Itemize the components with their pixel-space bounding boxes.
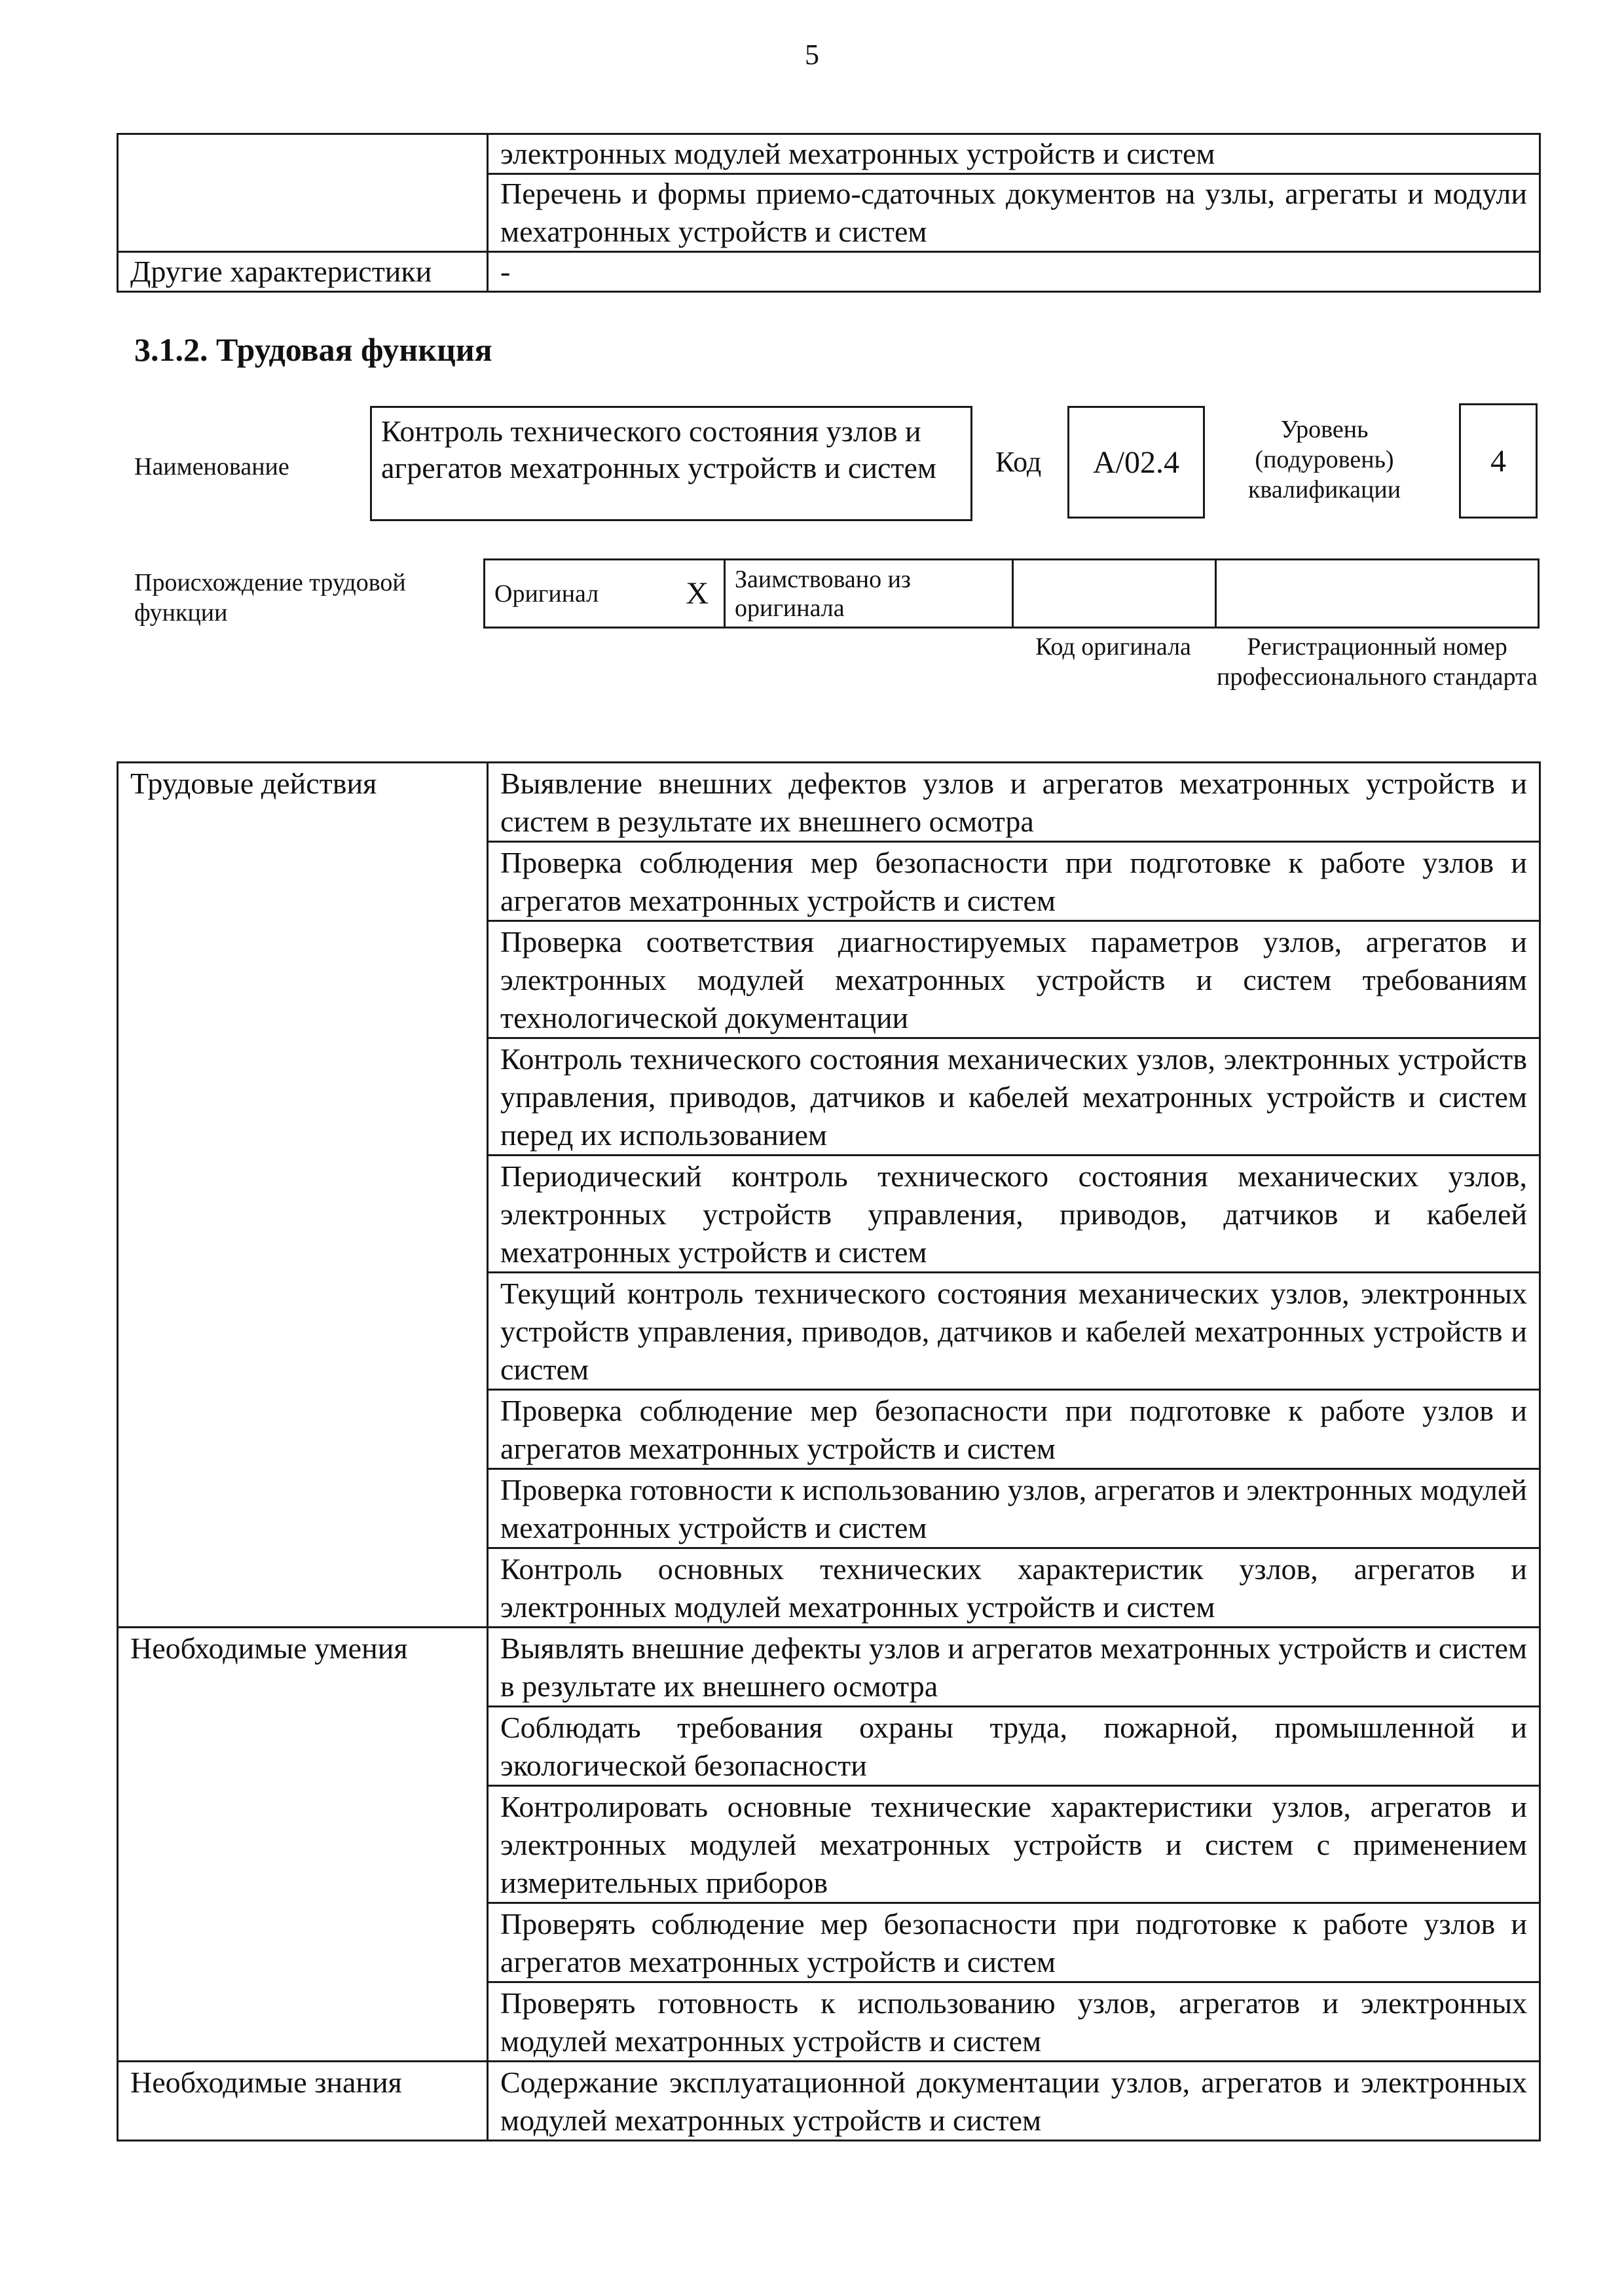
required-skills-item: Проверять соблюдение мер безопасности при подготовке к работе узлов и агрегатов мехатронных устройств и систем bbox=[488, 1903, 1540, 1982]
registration-number-caption: Регистрационный номер профессионального стандарта bbox=[1217, 633, 1538, 691]
qualification-level-label: Уровень (подуровень) квалификации bbox=[1247, 416, 1401, 503]
empty-label-cell bbox=[118, 134, 488, 252]
required-skills-item: Контролировать основные технические характеристики узлов, агрегатов и электронных модулей мехатронных устройств и систем с применением измерительных приборов bbox=[488, 1786, 1540, 1903]
borrowed-label: Заимствовано из оригинала bbox=[725, 560, 1013, 628]
table-cell: электронных модулей мехатронных устройств и систем bbox=[488, 134, 1540, 174]
origin-label: Происхождение трудовой функции bbox=[134, 569, 406, 627]
required-knowledge-item: Содержание эксплуатационной документации узлов, агрегатов и электронных модулей мехатронных устройств и систем bbox=[488, 2062, 1540, 2141]
labor-actions-item: Проверка соблюдения мер безопасности при подготовке к работе узлов и агрегатов мехатронных устройств и систем bbox=[488, 842, 1540, 921]
function-name-box: Контроль технического состояния узлов и агрегатов мехатронных устройств и систем bbox=[370, 406, 972, 521]
code-original-caption: Код оригинала bbox=[1035, 633, 1191, 661]
required-knowledge-label: Необходимые знания bbox=[118, 2062, 488, 2141]
labor-actions-item: Проверка соответствия диагностируемых параметров узлов, агрегатов и электронных модулей мехатронных устройств и систем требованиям технологической документации bbox=[488, 921, 1540, 1038]
section-title: 3.1.2. Трудовая функция bbox=[134, 331, 492, 368]
name-label: Наименование bbox=[134, 453, 289, 481]
table-row bbox=[118, 2062, 1540, 2141]
other-characteristics-label: Другие характеристики bbox=[118, 252, 488, 292]
function-code-box: A/02.4 bbox=[1067, 406, 1205, 519]
origin-table bbox=[483, 558, 1540, 629]
qualification-level-box: 4 bbox=[1459, 403, 1538, 519]
required-skills-label: Необходимые умения bbox=[118, 1628, 488, 2062]
labor-actions-item: Текущий контроль технического состояния механических узлов, электронных устройств управления, приводов, датчиков и кабелей мехатронных устройств и систем bbox=[488, 1273, 1540, 1390]
characteristics-table-continuation bbox=[117, 133, 1541, 293]
code-label: Код bbox=[995, 446, 1042, 478]
table-row bbox=[118, 763, 1540, 842]
labor-function-table bbox=[117, 761, 1541, 2141]
original-code-cell bbox=[1013, 560, 1216, 628]
original-label: Оригинал bbox=[485, 560, 671, 628]
table-cell: Перечень и формы приемо-сдаточных документов на узлы, агрегаты и модули мехатронных устройств и систем bbox=[488, 174, 1540, 252]
table-row bbox=[118, 252, 1540, 292]
table-row bbox=[118, 1628, 1540, 1707]
labor-actions-item: Контроль технического состояния механических узлов, электронных устройств управления, приводов, датчиков и кабелей мехатронных устройств и систем перед их использованием bbox=[488, 1038, 1540, 1156]
labor-actions-item: Контроль основных технических характеристик узлов, агрегатов и электронных модулей мехатронных устройств и систем bbox=[488, 1548, 1540, 1628]
labor-actions-label: Трудовые действия bbox=[118, 763, 488, 1628]
labor-actions-item: Периодический контроль технического состояния механических узлов, электронных устройств управления, приводов, датчиков и кабелей мехатронных устройств и систем bbox=[488, 1156, 1540, 1273]
labor-actions-item: Проверка готовности к использованию узлов, агрегатов и электронных модулей мехатронных устройств и систем bbox=[488, 1469, 1540, 1548]
required-skills-item: Соблюдать требования охраны труда, пожарной, промышленной и экологической безопасности bbox=[488, 1707, 1540, 1786]
required-skills-item: Проверять готовность к использованию узлов, агрегатов и электронных модулей мехатронных устройств и систем bbox=[488, 1982, 1540, 2062]
other-characteristics-value: - bbox=[488, 252, 1540, 292]
table-row bbox=[485, 560, 1539, 628]
page-number: 5 bbox=[805, 39, 819, 71]
table-row bbox=[118, 134, 1540, 174]
registration-number-cell bbox=[1216, 560, 1539, 628]
labor-actions-item: Проверка соблюдение мер безопасности при подготовке к работе узлов и агрегатов мехатронных устройств и систем bbox=[488, 1390, 1540, 1469]
required-skills-item: Выявлять внешние дефекты узлов и агрегатов мехатронных устройств и систем в результате их внешнего осмотра bbox=[488, 1628, 1540, 1707]
original-mark: X bbox=[671, 560, 725, 628]
labor-actions-item: Выявление внешних дефектов узлов и агрегатов мехатронных устройств и систем в результате их внешнего осмотра bbox=[488, 763, 1540, 842]
